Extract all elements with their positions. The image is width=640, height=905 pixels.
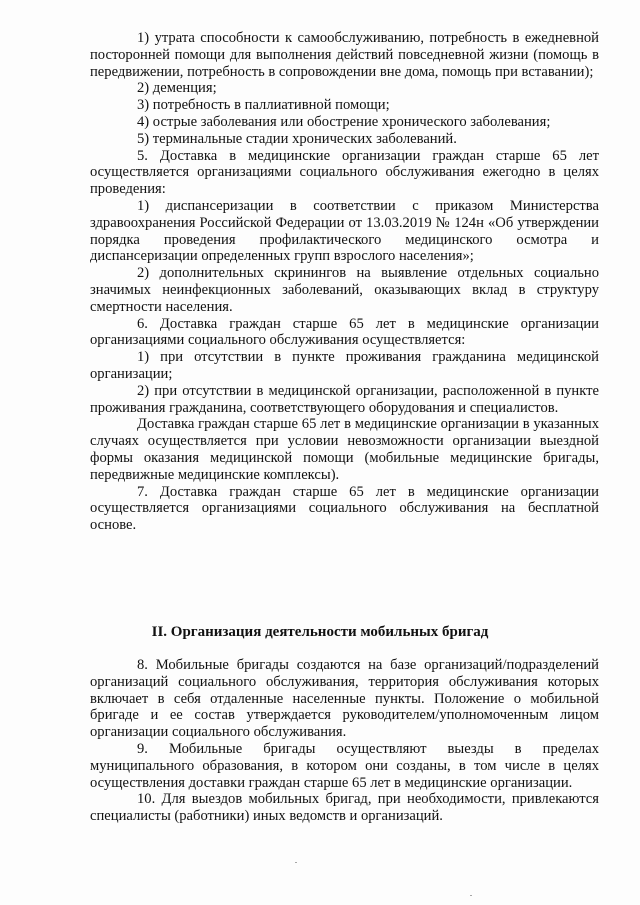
paragraph: 7. Доставка граждан старше 65 лет в медицинские организации осуществляется организациями социального обслуживания на бесплатной основе. xyxy=(90,483,599,534)
paragraph: 9. Мобильные бригады осуществляют выезды в пределах муниципального образования, в котором они созданы, в том числе в целях осуществления доставки граждан старше 65 лет в медицинские организации. xyxy=(90,740,599,791)
paragraph: 3) потребность в паллиативной помощи; xyxy=(137,97,390,114)
paragraph: 1) диспансеризации в соответствии с приказом Министерства здравоохранения Российской Федерации от 13.03.2019 № 124н «Об утверждении порядка проведения профилактического медицинского осмотра и диспансеризации определенных групп взрослого населения»; xyxy=(90,197,599,265)
scan-speck xyxy=(295,862,297,863)
paragraph: Доставка граждан старше 65 лет в медицинские организации в указанных случаях осуществляется при условии невозможности организации выездной формы оказания медицинской помощи (мобильные медицинские бригады, передвижные медицинские комплексы). xyxy=(90,416,599,483)
paragraph: 5. Доставка в медицинские организации граждан старше 65 лет осуществляется организациями социального обслуживания ежегодно в целях проведения: xyxy=(90,147,599,198)
paragraph: 2) дополнительных скринингов на выявление отдельных социально значимых неинфекционных заболеваний, оказывающих вклад в структуру смертности населения. xyxy=(90,265,599,315)
paragraph: 1) при отсутствии в пункте проживания гражданина медицинской организации; xyxy=(90,349,599,382)
paragraph: 2) при отсутствии в медицинской организации, расположенной в пункте проживания гражданина, соответствующего оборудования и специалистов. xyxy=(90,382,599,416)
paragraph: 5) терминальные стадии хронических заболеваний. xyxy=(137,130,457,147)
paragraph: 10. Для выездов мобильных бригад, при необходимости, привлекаются специалисты (работники) иных ведомств и организаций. xyxy=(90,791,599,825)
text-block-bottom xyxy=(90,657,599,825)
paragraph: 6. Доставка граждан старше 65 лет в медицинские организации организациями социального обслуживания осуществляется: xyxy=(90,315,599,349)
paragraph: 1) утрата способности к самообслуживанию, потребность в ежедневной посторонней помощи для выполнения действий повседневной жизни (помощь в передвижении, потребность в сопровождении вне дома, помощь при вставании); xyxy=(90,30,599,80)
paragraph: 2) деменция; xyxy=(137,80,217,97)
section-heading: II. Организация деятельности мобильных бригад xyxy=(151,624,489,640)
text-block-top xyxy=(90,30,599,534)
scan-speck xyxy=(470,895,472,896)
paragraph: 8. Мобильные бригады создаются на базе организаций/подразделений организаций социального обслуживания, территория обслуживания которых включает в себя отдаленные населенные пункты. Положение о мобильной бригаде и ее состав утверждается руководителем/уполномоченным лицом организации социального обслуживания. xyxy=(90,657,599,741)
paragraph: 4) острые заболевания или обострение хронического заболевания; xyxy=(137,113,551,130)
